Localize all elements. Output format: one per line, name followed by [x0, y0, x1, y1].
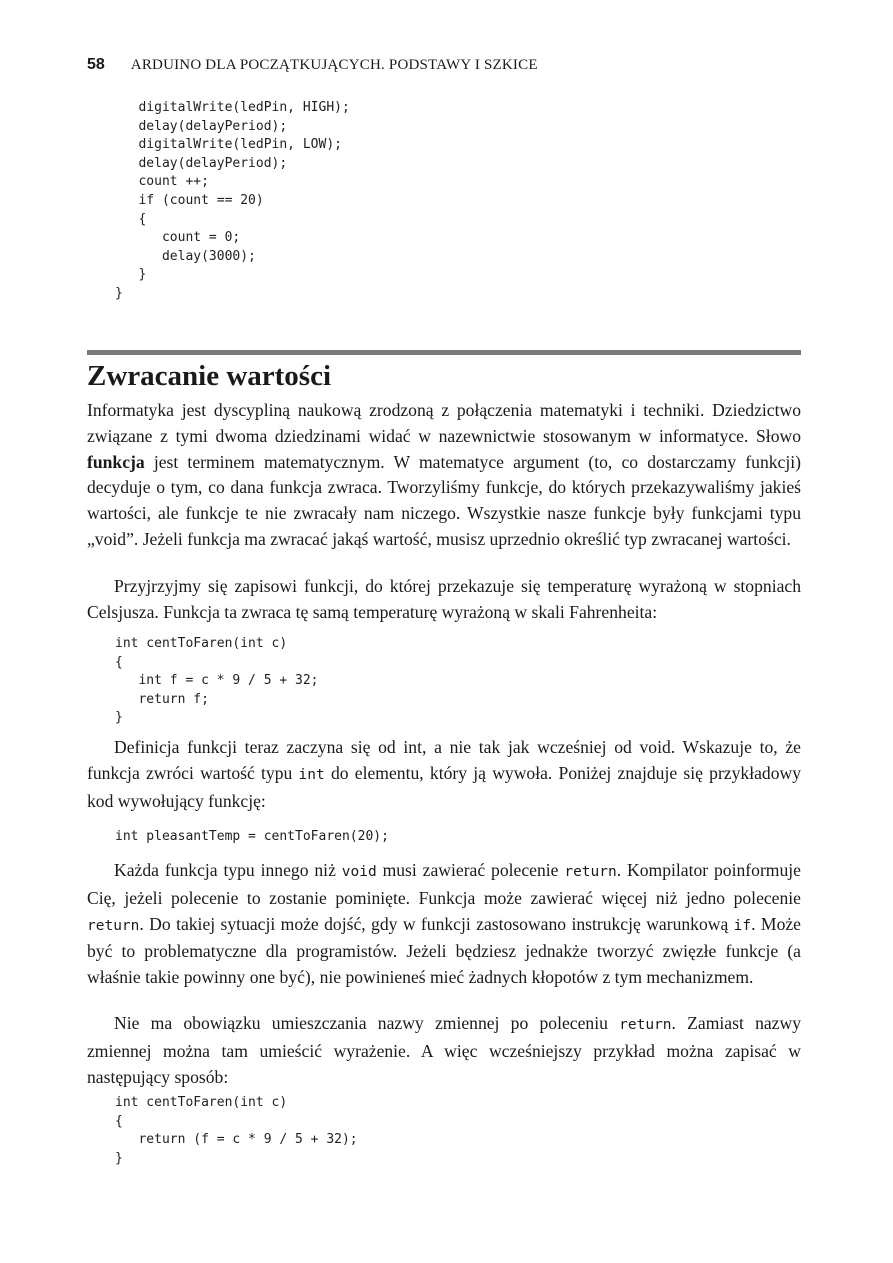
- code-block-expression: int centToFaren(int c) { return (f = c * 9 / 5 + 32); }: [115, 1095, 358, 1166]
- paragraph-celsius: Przyjrzyjmy się zapisowi funkcji, do której przekazuje się temperaturę wyrażoną w stopniach Celsjusza. Funkcja ta zwraca tę samą temperaturę wyrażoną w skali Fahrenheita:: [87, 576, 801, 622]
- paragraph-definition: Definicja funkcji teraz zaczyna się od int, a nie tak jak wcześniej od void. Wskazuje to, że funkcja zwróci wartość typu int do elementu, który ją wywoła. Poniżej znajduje się przykładowy kod wywołujący funkcję:: [87, 737, 801, 811]
- inline-code: return: [564, 864, 617, 880]
- paragraph-intro: Informatyka jest dyscypliną naukową zrodzoną z połączenia matematyki i techniki. Dziedzictwo związane z tymi dwoma dziedzinami widać w nazewnictwie stosowanym w informatyce. Słowo funkcja jest terminem matematycznym. W matematyce argument (to, co dostarczamy funkcji) decyduje o tym, co dana funkcja zwraca. Tworzyliśmy funkcje, do których przekazywaliśmy jakieś wartości, ale funkcje te nie zwracały nam niczego. Wszystkie nasze funkcje były funkcjami typu „void”. Jeżeli funkcja ma zwracać jakąś wartość, musisz uprzednio określić typ zwracanej wartości.: [87, 400, 801, 549]
- code-block-function: int centToFaren(int c) { int f = c * 9 / 5 + 32; return f; }: [115, 636, 319, 726]
- page-number: 58: [87, 56, 105, 73]
- inline-code: int: [298, 766, 325, 783]
- bold-term: funkcja: [87, 451, 145, 472]
- running-header: [87, 56, 538, 78]
- code-block-call: int pleasantTemp = centToFaren(20);: [115, 829, 389, 844]
- inline-code: void: [341, 864, 377, 880]
- paragraph-return: Każda funkcja typu innego niż void musi zawierać polecenie return. Kompilator poinformuje Cię, jeżeli polecenie to zostanie pominięte. Funkcja może zawierać więcej niż jedno polecenie return. Do takiej sytuacji może dojść, gdy w funkcji zastosowano instrukcję warunkową if. Może być to problematyczne dla programistów. Jeżeli będziesz jednakże tworzyć zwięzłe funkcje (a właśnie takie powinny one być), nie powinieneś mieć żadnych kłopotów z tym mechanizmem.: [87, 860, 801, 988]
- paragraph-expression: Nie ma obowiązku umieszczania nazwy zmiennej po poleceniu return. Zamiast nazwy zmiennej można tam umieścić wyrażenie. A więc wcześniejszy przykład można zapisać w następujący sposób:: [87, 1013, 801, 1087]
- section-rule: [87, 350, 801, 355]
- code-block-loop: digitalWrite(ledPin, HIGH); delay(delayPeriod); digitalWrite(ledPin, LOW); delay(delayPeriod); count ++; if (count == 20) { count = 0; delay(3000); } }: [115, 100, 350, 301]
- running-title: ARDUINO DLA POCZĄTKUJĄCYCH. PODSTAWY I SZKICE: [130, 57, 538, 73]
- inline-code: return: [619, 1017, 672, 1033]
- inline-code: return: [87, 917, 140, 934]
- section-title: Zwracanie wartości: [87, 360, 332, 392]
- inline-code: if: [733, 917, 752, 934]
